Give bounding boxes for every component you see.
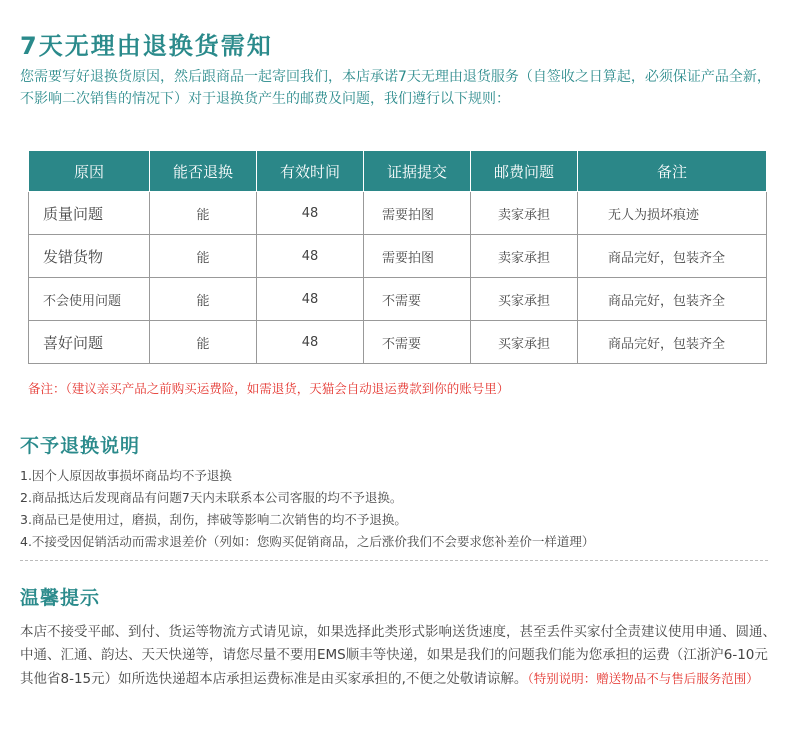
table-row [29,278,767,321]
cell-postage: 卖家承担 [471,235,578,278]
cell-returnable: 能 [150,321,257,364]
cell-evidence: 不需要 [364,278,471,321]
header-remarks: 备注 [578,151,767,192]
tips-heading: 温馨提示 [20,587,101,609]
tips-body: 本店不接受平邮、到付、货运等物流方式请见谅，如果选择此类形式影响送货速度，甚至丢件买家付全责建议使用申通、圆通、中通、汇通、韵达、天天快递等，请您尽量不要用EMS顺丰等快递，如果是我们的问题我们能为您承担的运费（江浙沪6-10元 其他省8-15元）如所选快递超本店承担运费标准是由买家承担的,不便之处敬请谅解。 [20,624,776,687]
table-row [29,321,767,364]
cell-valid-time: 48 [257,321,364,364]
cell-valid-time: 48 [257,278,364,321]
page-title: 7天无理由退换货需知 [20,32,273,60]
cell-reason: 质量问题 [29,192,150,235]
cell-returnable: 能 [150,192,257,235]
cell-remarks: 商品完好，包装齐全 [578,321,767,364]
cell-evidence: 不需要 [364,321,471,364]
table-row [29,235,767,278]
header-evidence: 证据提交 [364,151,471,192]
dashed-divider [20,560,768,561]
cell-reason: 发错货物 [29,235,150,278]
list-item: 4.不接受因促销活动而需求退差价（列如：您购买促销商品，之后涨价我们不会要求您补差价一样道理） [20,534,595,549]
cell-evidence: 需要拍图 [364,235,471,278]
cell-reason: 不会使用问题 [29,278,150,321]
list-item: 3.商品已是使用过，磨损，刮伤，摔破等影响二次销售的均不予退换。 [20,512,407,527]
return-policy-table [28,150,767,364]
table-row [29,192,767,235]
cell-valid-time: 48 [257,192,364,235]
cell-postage: 卖家承担 [471,192,578,235]
list-item: 2.商品抵达后发现商品有问题7天内未联系本公司客服的均不予退换。 [20,490,403,505]
cell-remarks: 无人为损坏痕迹 [578,192,767,235]
table-header-row [29,151,767,192]
cell-returnable: 能 [150,235,257,278]
header-valid-time: 有效时间 [257,151,364,192]
header-returnable: 能否退换 [150,151,257,192]
table-note: 备注：（建议亲买产品之前购买运费险，如需退货，天猫会自动退运费款到你的账号里） [28,381,510,396]
cell-evidence: 需要拍图 [364,192,471,235]
cell-returnable: 能 [150,278,257,321]
list-item: 1.因个人原因故事损坏商品均不予退换 [20,468,232,483]
cell-postage: 买家承担 [471,321,578,364]
header-reason: 原因 [29,151,150,192]
no-return-list [20,465,594,553]
cell-reason: 喜好问题 [29,321,150,364]
no-return-heading: 不予退换说明 [20,435,141,457]
tips-paragraph [20,621,780,691]
cell-valid-time: 48 [257,235,364,278]
intro-text: 您需要写好退换货原因，然后跟商品一起寄回我们，本店承诺7天无理由退货服务（自签收之日算起，必须保证产品全新，不影响二次销售的情况下）对于退换货产生的邮费及问题，我们遵行以下规则： [20,69,771,107]
header-postage: 邮费问题 [471,151,578,192]
special-note: （特别说明：赠送物品不与售后服务范围） [527,671,759,686]
cell-postage: 买家承担 [471,278,578,321]
cell-remarks: 商品完好，包装齐全 [578,278,767,321]
cell-remarks: 商品完好，包装齐全 [578,235,767,278]
